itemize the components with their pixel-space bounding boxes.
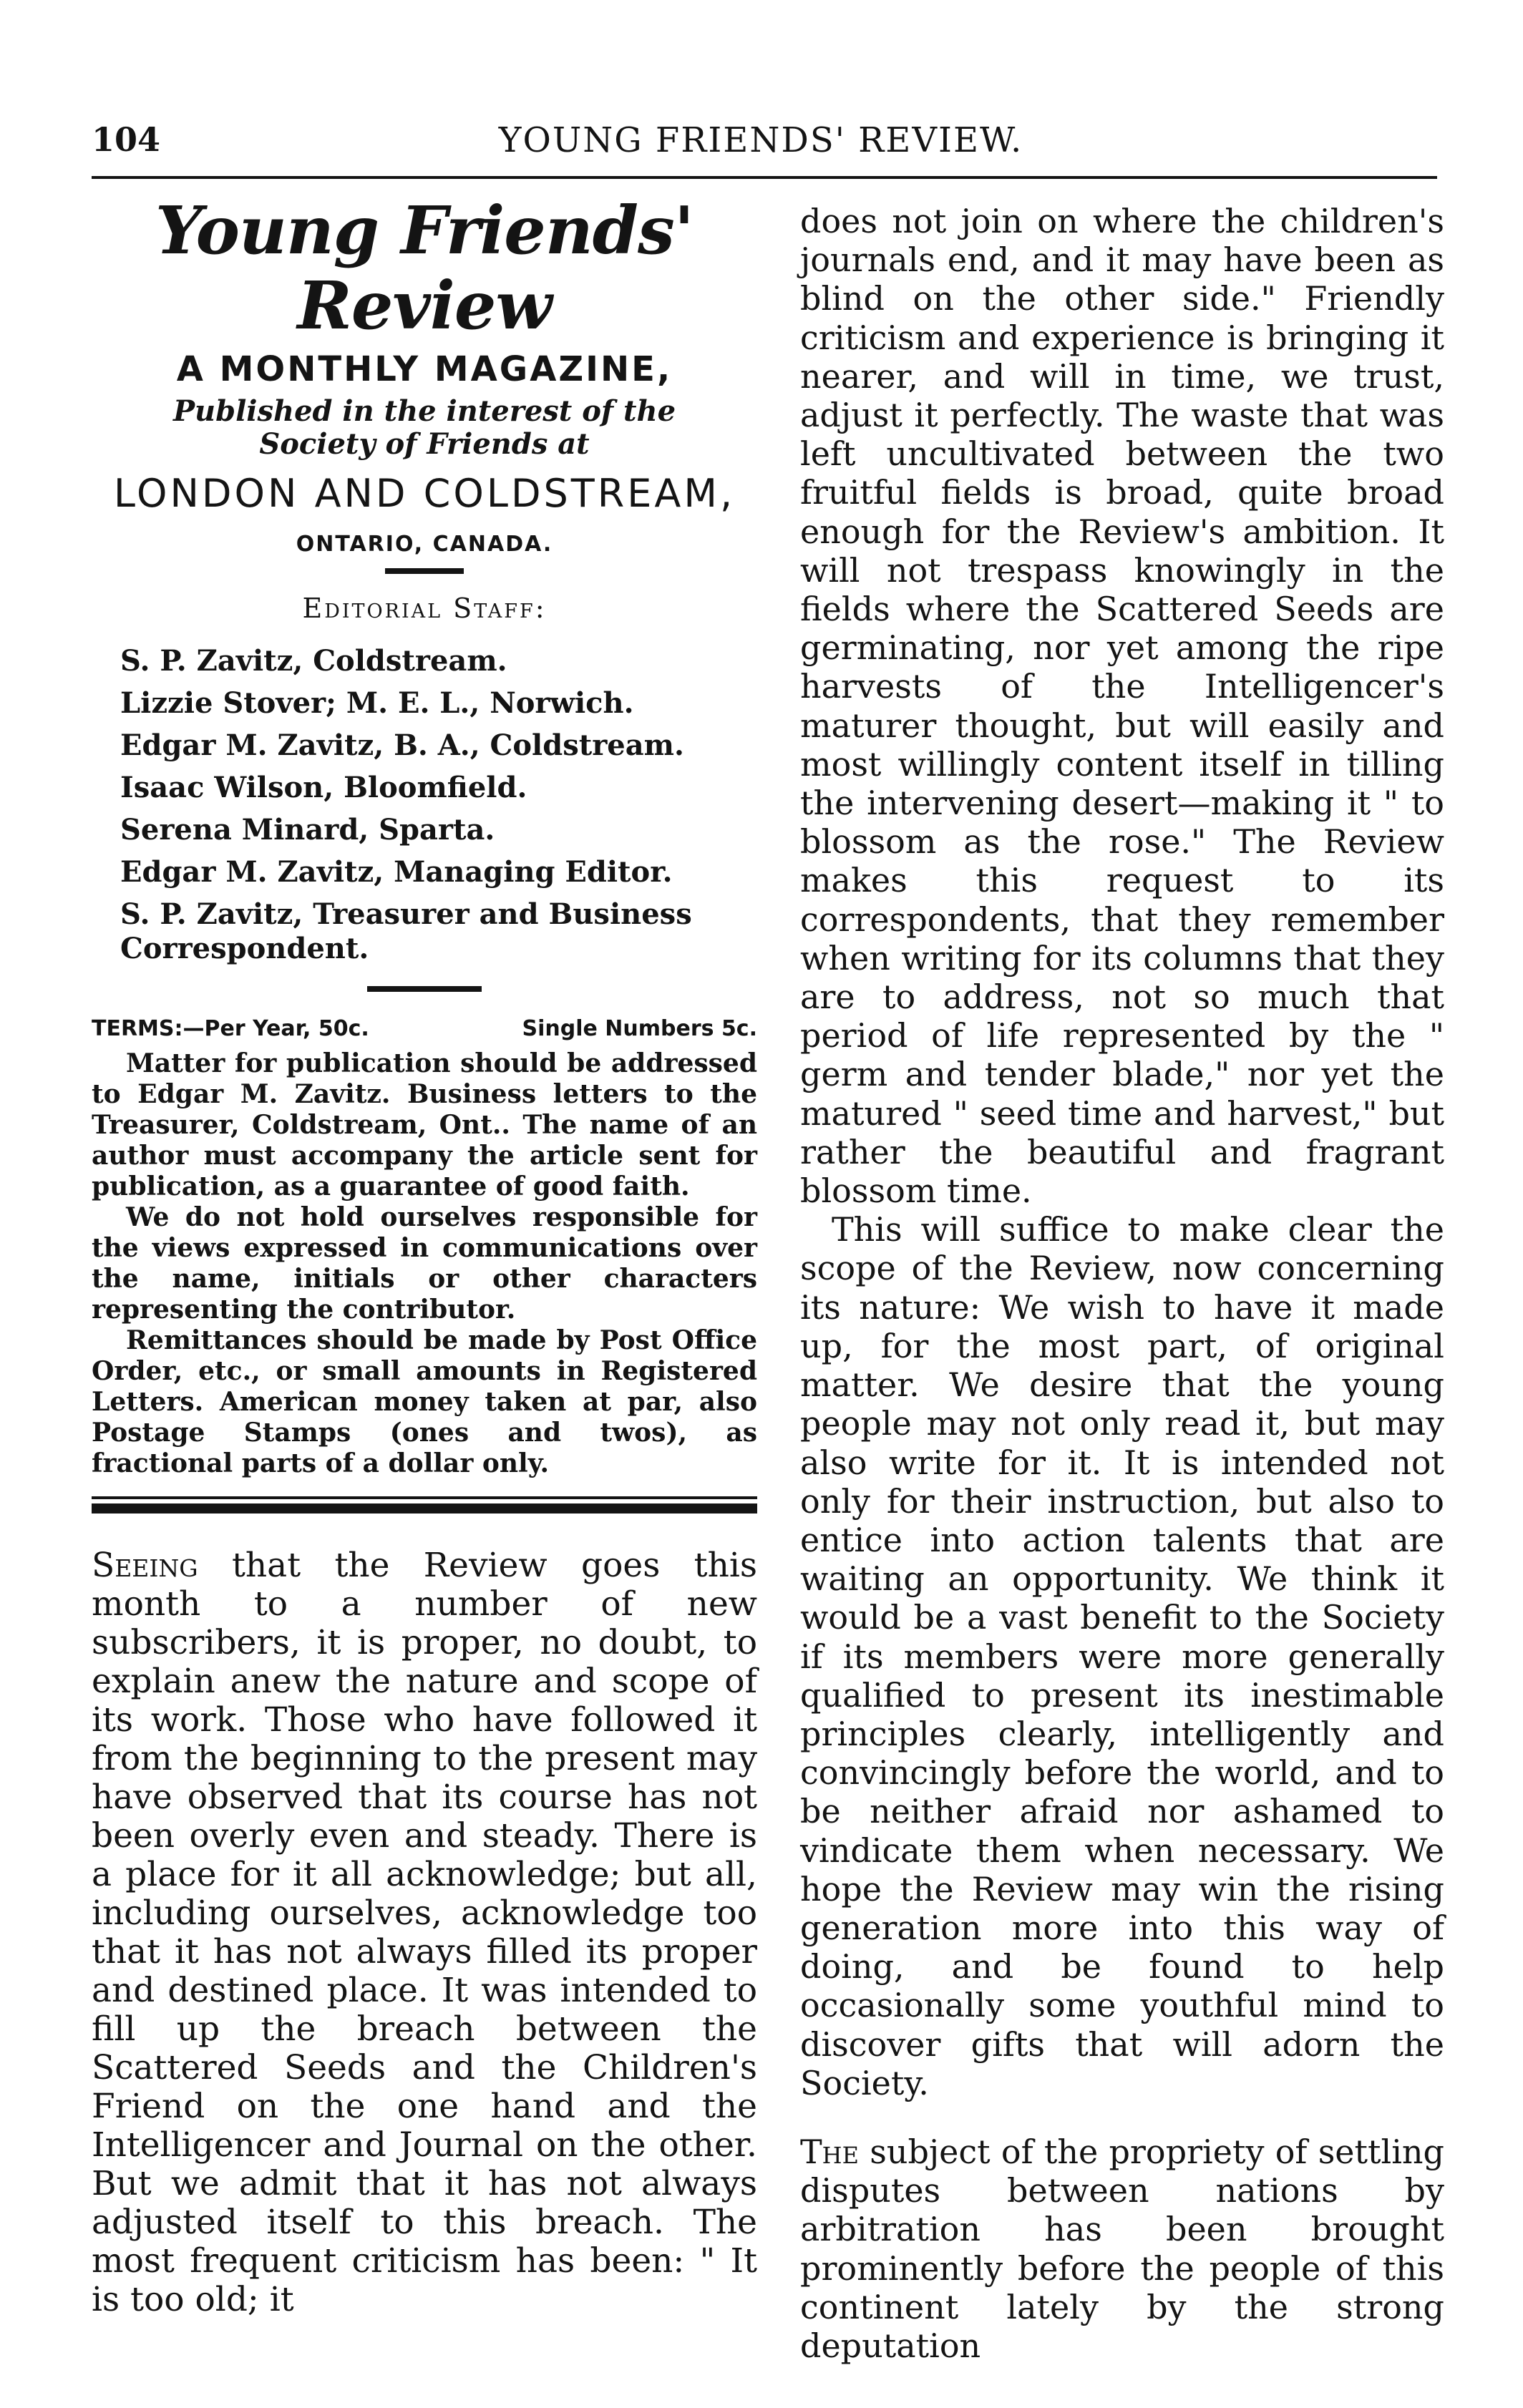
notice-paragraph: Remittances should be made by Post Office Order, etc., or small amounts in Registered Letters. American money taken at par, also Postage Stamps (ones and twos), as fractional parts of a dollar only. <box>92 1325 757 1478</box>
masthead-title: Young Friends' Review <box>155 192 694 344</box>
staff-member: S. P. Zavitz, Treasurer and Business Correspondent. <box>120 897 692 965</box>
staff-member: Isaac Wilson, Bloomfield. <box>120 771 527 804</box>
terms-single: Single Numbers 5c. <box>522 1016 757 1041</box>
section-divider <box>92 1496 757 1516</box>
article-text: that the Review goes this month to a number of new subscribers, it is proper, no doubt, to explain anew the nature and scope of its work. Those who have followed it from the beginning to the present may have observed that its course has not been overly even and steady. There is a place for it all acknowledge; but all, including ourselves, acknowledge too that it has not always filled its proper and destined place. It was intended to fill up the breach between the Scattered Seeds and the Children's Friend on the one hand and the Intelligencer and Journal on the other. But we admit that it has not always adjusted itself to this breach. The most frequent criticism has been: " It is too old; it <box>92 1546 757 2319</box>
masthead-divider <box>385 568 464 574</box>
staff-member: S. P. Zavitz, Coldstream. <box>120 644 507 678</box>
article-paragraph: does not join on where the children's journals end, and it may have been as blind on the other side." Friendly criticism and experience is bringing it nearer, and will in time, we trust, adjust it perfectly. The waste that was left uncultivated between the two fruitful fields is broad, quite broad enough for the Review's ambition. It will not trespass knowingly in the fields where the Scattered Seeds are germinating, nor yet among the ripe harvests of the Intelligencer's maturer thought, but will easily and most willingly content itself in tilling the intervening desert—making it " to blossom as the rose." The Review makes this request to its correspondents, that they remember when writing for its columns that they are to address, not so much that period of life represented by the " germ and tender blade," nor yet the matured " seed time and harvest," but rather the beautiful and fragrant blossom time. <box>800 202 1444 1211</box>
article-text: subject of the propriety of settling disputes between nations by arbitration has been brought prominently before the people of this continent lately by the strong deputation <box>800 2132 1444 2365</box>
staff-list <box>120 640 757 966</box>
staff-member: Edgar M. Zavitz, B. A., Coldstream. <box>120 728 684 762</box>
terms-price: TERMS:—Per Year, 50c. <box>92 1016 369 1041</box>
left-column <box>92 193 757 2319</box>
article-paragraph <box>92 1546 757 2319</box>
terms-line <box>92 1016 757 1041</box>
staff-member: Serena Minard, Sparta. <box>120 813 495 847</box>
masthead-published: Published in the interest of the Society of Friends at <box>172 394 676 461</box>
right-column <box>800 202 1444 2365</box>
notice-paragraph: Matter for publication should be addressed to Edgar M. Zavitz. Business letters to the Treasurer, Coldstream, Ont.. The name of an author must accompany the article sent for publication, as a guarantee of good faith. <box>92 1048 757 1201</box>
notice-paragraph: We do not hold ourselves responsible for the views expressed in communications over the name, initials or other characters representing the contributor. <box>92 1202 757 1325</box>
staff-member: Lizzie Stover; M. E. L., Norwich. <box>120 686 634 720</box>
masthead-subtitle: A MONTHLY MAGAZINE, <box>176 349 673 389</box>
masthead-location: LONDON AND COLDSTREAM, <box>113 471 736 516</box>
terms-divider <box>367 986 482 992</box>
article-paragraph <box>800 2132 1444 2365</box>
running-head: YOUNG FRIENDS' REVIEW. <box>498 120 1023 160</box>
article-paragraph: This will suffice to make clear the scope of the Review, now concerning its nature: We wish to have it made up, for the most part, of original matter. We desire that the young people may not only read it, but may also write for it. It is intended not only for their instruction, but also to entice into action talents that are waiting an opportunity. We think it would be a vast benefit to the Society if its members were more generally qualified to present its inestimable principles clearly, intelligently and convincingly before the world, and to be neither afraid nor ashamed to vindicate them when necessary. We hope the Review may win the rising generation more into this way of doing, and be found to help occasionally some youthful mind to discover gifts that will adorn the Society. <box>800 1210 1444 2102</box>
lead-word: Seeing <box>92 1546 198 1585</box>
staff-member: Edgar M. Zavitz, Managing Editor. <box>120 855 673 889</box>
header-rule <box>92 176 1437 179</box>
page-number: 104 <box>92 120 161 159</box>
lead-word: The <box>800 2132 859 2171</box>
page-header <box>92 120 1430 170</box>
staff-heading: Editorial Staff: <box>302 593 547 624</box>
masthead-region: ONTARIO, CANADA. <box>296 532 553 557</box>
